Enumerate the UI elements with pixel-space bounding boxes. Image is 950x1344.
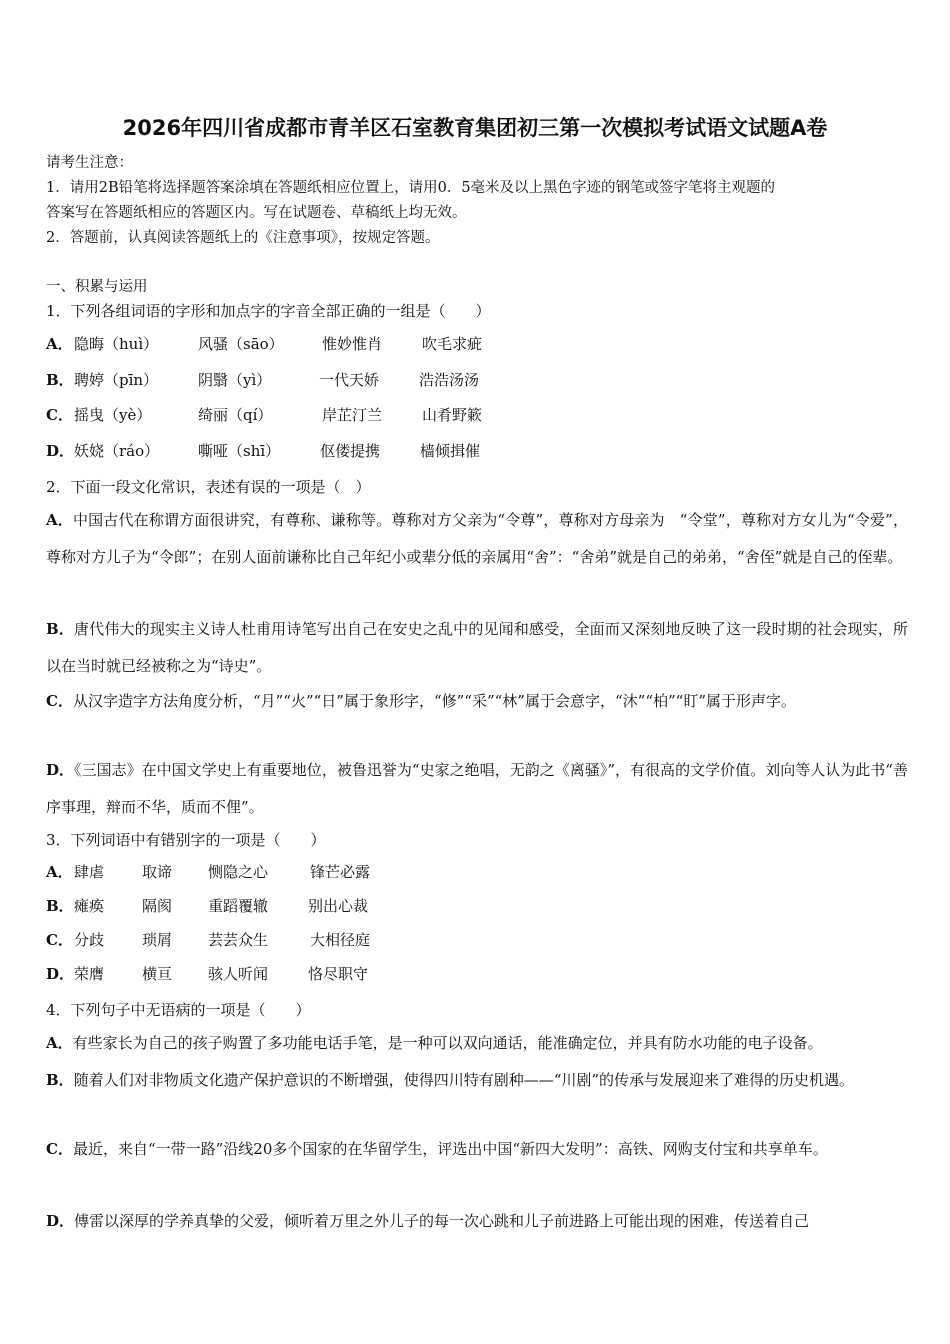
question-2-option-b: B．唐代伟大的现实主义诗人杜甫用诗笔写出自己在安史之乱中的见闻和感受，全面而又深刻地反映了这一段时期的社会现实，所以在当时就已经被称之为“诗史”。 bbox=[46, 620, 908, 675]
option-label: A． bbox=[46, 335, 73, 353]
question-3-stem: 3．下列词语中有错别字的一项是（ ） bbox=[46, 831, 326, 849]
option-word: 摇曳（yè） bbox=[74, 406, 152, 424]
notice-item-1-line-2: 答案写在答题纸相应的答题区内。写在试题卷、草稿纸上均无效。 bbox=[46, 205, 467, 221]
option-label: B． bbox=[46, 897, 74, 915]
option-label: C． bbox=[46, 406, 73, 424]
option-word: 恻隐之心 bbox=[208, 863, 269, 881]
option-label: C． bbox=[46, 931, 73, 949]
option-word: 风骚（sāo） bbox=[198, 335, 284, 353]
option-word: 重蹈覆辙 bbox=[208, 897, 269, 915]
option-word: 岸芷汀兰 bbox=[322, 406, 383, 424]
notice-heading: 请考生注意： bbox=[46, 155, 133, 171]
option-word: 伛偻提携 bbox=[320, 442, 381, 460]
option-word: 绮丽（qí） bbox=[198, 406, 273, 424]
option-word: 瘫痪 bbox=[74, 897, 105, 915]
option-word: 聘婷（pīn） bbox=[74, 371, 159, 389]
option-word: 阴翳（yì） bbox=[198, 371, 272, 389]
option-word: 嘶哑（shī） bbox=[198, 442, 281, 460]
option-label: D． bbox=[46, 442, 75, 460]
option-label: A． bbox=[46, 1034, 73, 1052]
option-word: 一代天娇 bbox=[319, 371, 380, 389]
section-heading: 一、积累与运用 bbox=[46, 279, 148, 295]
question-2-option-d: D．《三国志》在中国文学史上有重要地位，被鲁迅誉为“史家之绝唱，无韵之《离骚》”，有很高的文学价值。刘向等人认为此书“善序事理，辩而不华，质而不俚”。 bbox=[46, 761, 908, 816]
option-word: 樯倾揖催 bbox=[420, 442, 481, 460]
notice-item-2: 2．答题前，认真阅读答题纸上的《注意事项》，按规定答题。 bbox=[46, 230, 440, 246]
option-word: 惟妙惟肖 bbox=[322, 335, 383, 353]
option-label: D． bbox=[46, 965, 75, 983]
question-4-option-b: B．随着人们对非物质文化遗产保护意识的不断增强，使得四川特有剧种——“川剧”的传承与发展迎来了难得的历史机遇。 bbox=[46, 1071, 855, 1089]
option-label: B． bbox=[46, 371, 74, 389]
option-label: B． bbox=[46, 620, 75, 638]
option-word: 取谛 bbox=[142, 863, 173, 881]
option-word: 吹毛求疵 bbox=[422, 335, 483, 353]
question-4-option-d: D．傅雷以深厚的学养真挚的父爱，倾听着万里之外儿子的每一次心跳和儿子前进路上可能出现的困难，传送着自己 bbox=[46, 1212, 810, 1230]
question-4-option-a: A．有些家长为自己的孩子购置了多功能电话手笔，是一种可以双向通话，能准确定位，并具有防水功能的电子设备。 bbox=[46, 1034, 823, 1052]
option-word: 横亘 bbox=[142, 965, 173, 983]
option-word: 大相径庭 bbox=[310, 931, 371, 949]
option-word: 别出心裁 bbox=[308, 897, 369, 915]
option-label: D． bbox=[46, 1212, 75, 1230]
option-label: C． bbox=[46, 692, 73, 710]
option-label: A． bbox=[46, 863, 73, 881]
option-word: 琐屑 bbox=[142, 931, 173, 949]
option-word: 隔阂 bbox=[142, 897, 173, 915]
option-word: 妖娆（ráo） bbox=[74, 442, 160, 460]
page-title: 2026年四川省成都市青羊区石室教育集团初三第一次模拟考试语文试题A卷 bbox=[122, 116, 828, 140]
option-label: C． bbox=[46, 1140, 73, 1158]
question-2-option-c: C．从汉字造字方法角度分析，“月”“火”“日”属于象形字，“修”“采”“林”属于会意字，“沐”“柏”“盯”属于形声字。 bbox=[46, 692, 796, 710]
option-word: 骇人听闻 bbox=[208, 965, 269, 983]
option-word: 恪尽职守 bbox=[308, 965, 369, 983]
option-word: 山肴野簌 bbox=[422, 406, 483, 424]
question-4-stem: 4．下列句子中无语病的一项是（ ） bbox=[46, 1001, 311, 1019]
option-word: 芸芸众生 bbox=[208, 931, 269, 949]
question-2-stem: 2．下面一段文化常识，表述有误的一项是（ ） bbox=[46, 478, 371, 496]
option-word: 隐晦（huì） bbox=[74, 335, 159, 353]
option-word: 分歧 bbox=[74, 931, 105, 949]
question-4-option-c: C．最近，来自“一带一路”沿线20多个国家的在华留学生，评选出中国“新四大发明”：高铁、网购支付宝和共享单车。 bbox=[46, 1140, 828, 1158]
option-label: B． bbox=[46, 1071, 74, 1089]
option-word: 肆虐 bbox=[74, 863, 105, 881]
question-1-stem: 1．下列各组词语的字形和加点字的字音全部正确的一组是（ ） bbox=[46, 302, 491, 320]
question-2-option-a: A．中国古代在称谓方面很讲究，有尊称、谦称等。尊称对方父亲为“令尊”，尊称对方母亲为 “令堂”，尊称对方女儿为“令爱”，尊称对方儿子为“令郎”；在别人面前谦称比自己年纪小或辈分低的亲属用“舍”：“舍弟”就是自己的弟弟，“舍侄”就是自己的侄辈。 bbox=[46, 511, 908, 566]
option-label: D． bbox=[46, 761, 75, 779]
option-word: 锋芒必露 bbox=[310, 863, 371, 881]
option-word: 浩浩汤汤 bbox=[419, 371, 480, 389]
notice-item-1-line-1: 1．请用2B铅笔将选择题答案涂填在答题纸相应位置上，请用0．5毫米及以上黑色字迹的钢笔或签字笔将主观题的 bbox=[46, 180, 776, 196]
option-label: A． bbox=[46, 511, 73, 529]
option-word: 荣膺 bbox=[74, 965, 105, 983]
